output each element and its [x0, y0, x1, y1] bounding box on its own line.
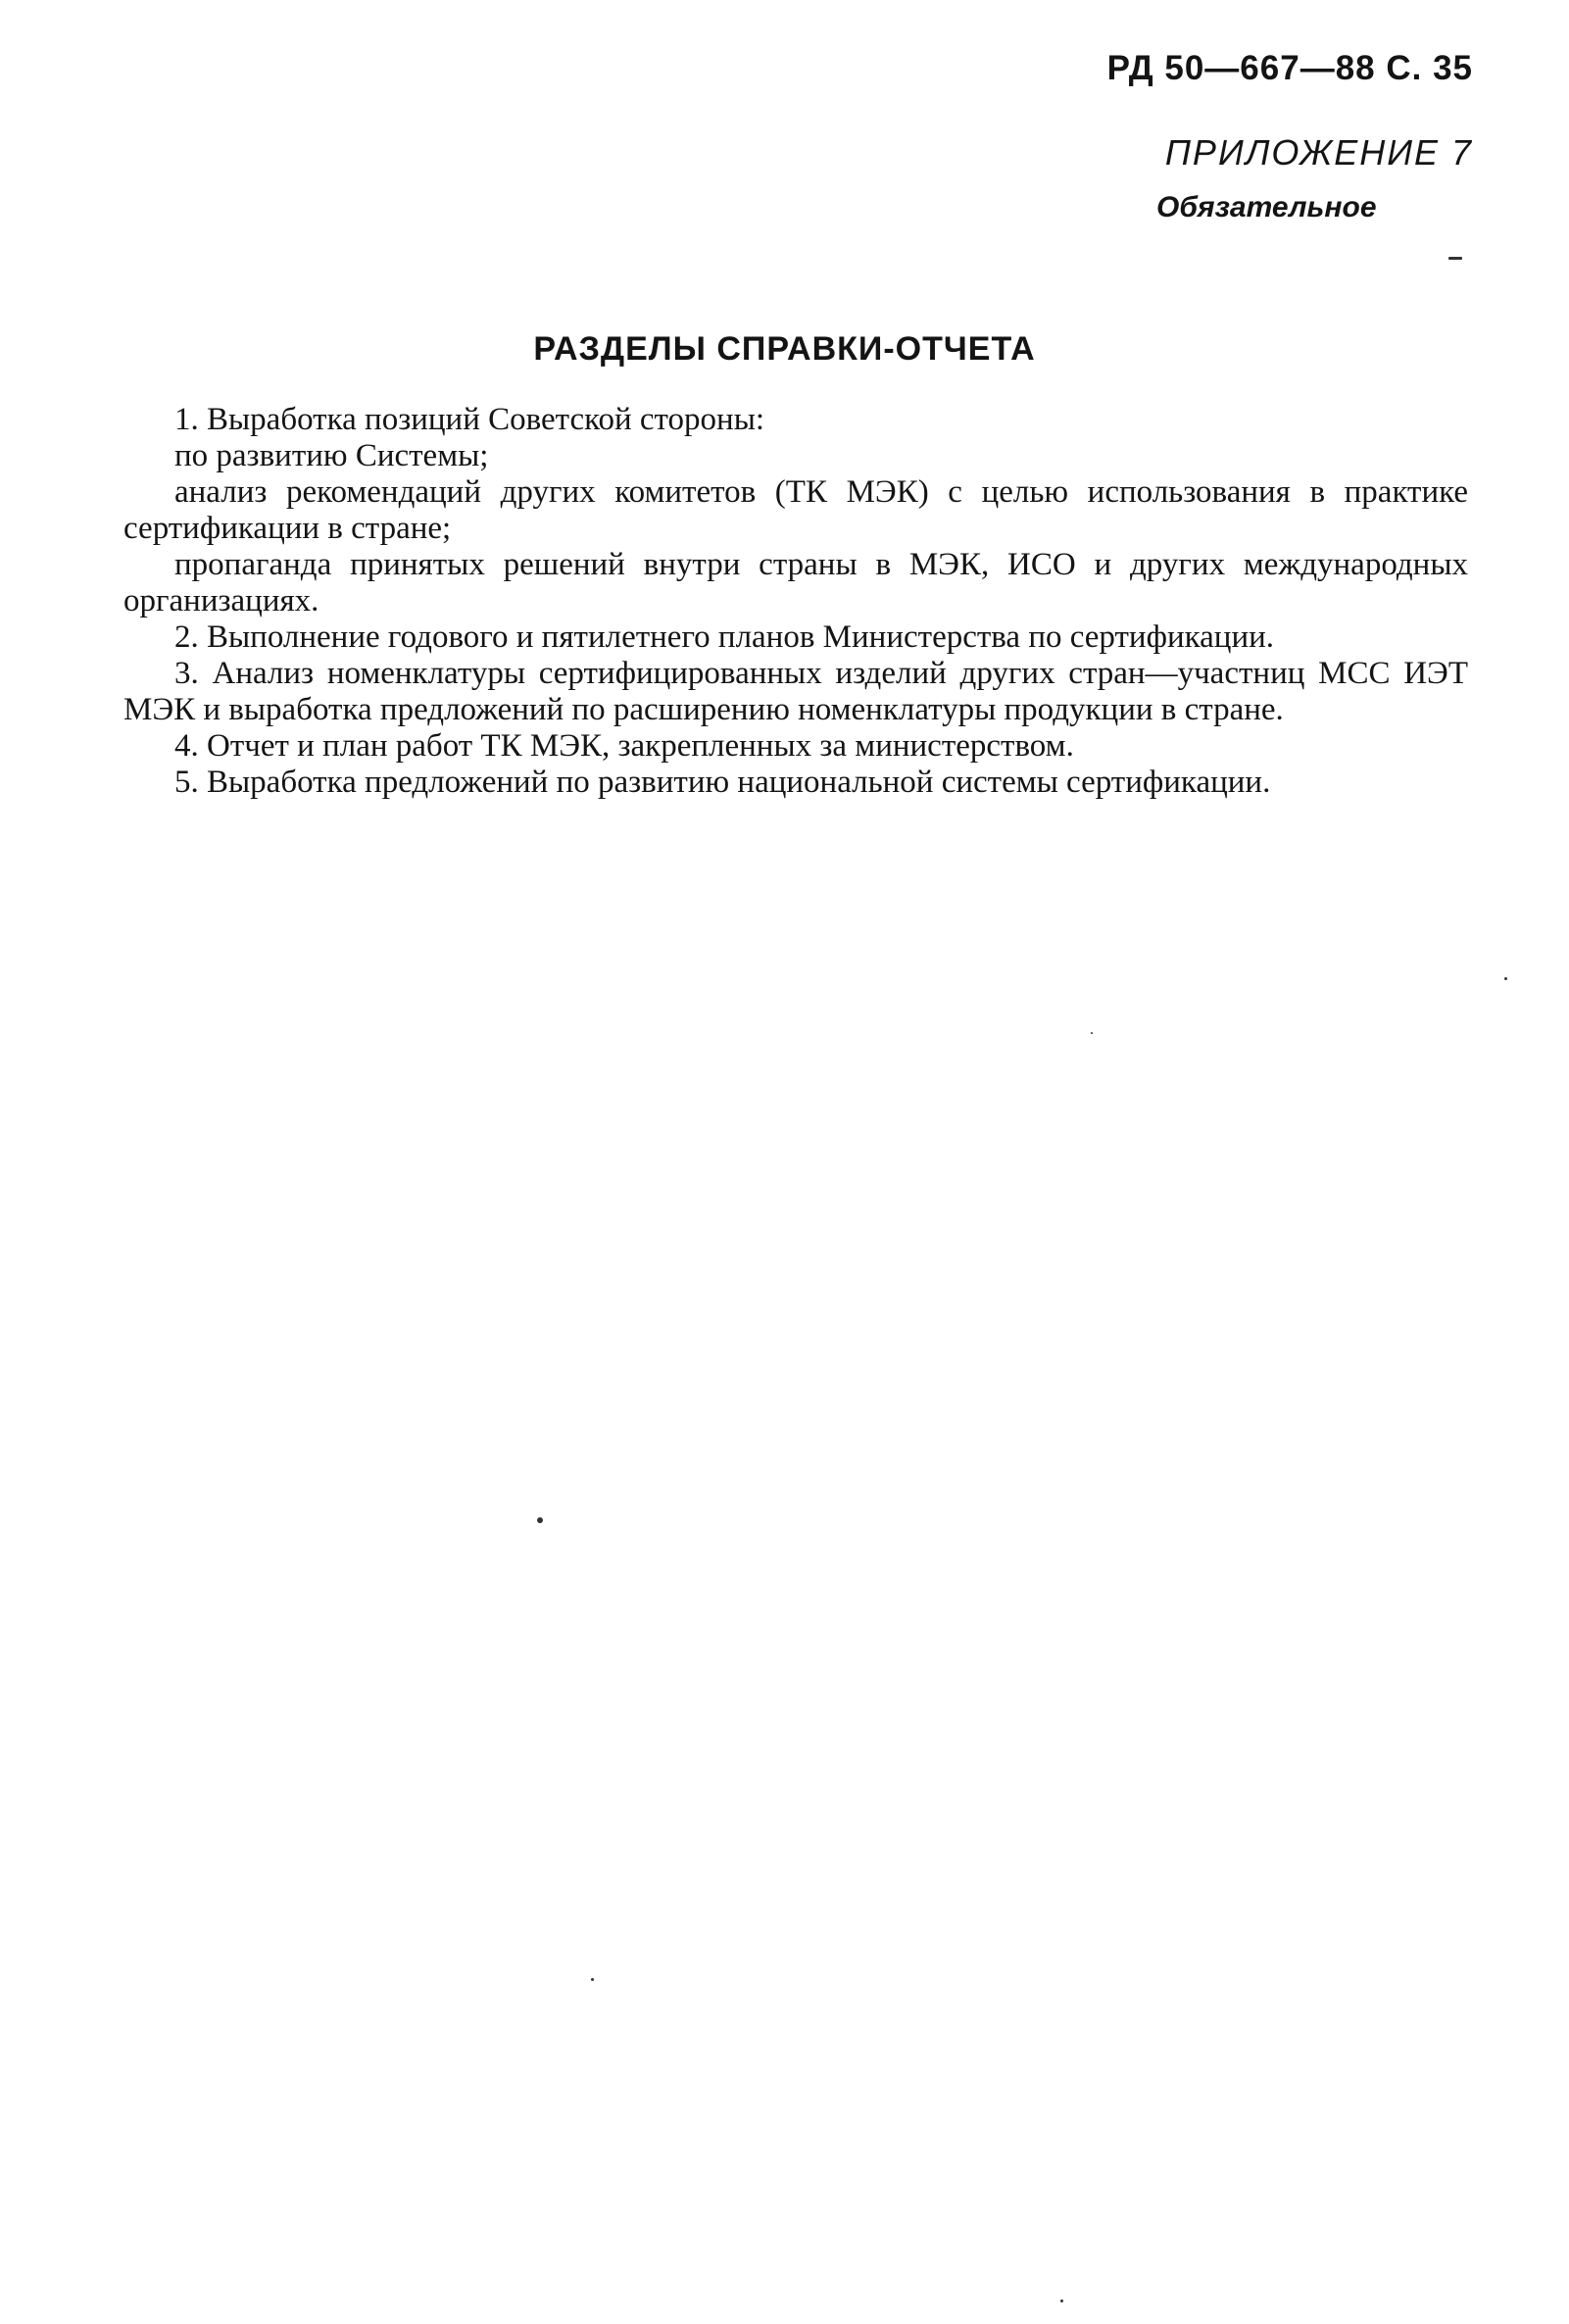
- scan-speck: [537, 1517, 543, 1523]
- section-title: РАЗДЕЛЫ СПРАВКИ-ОТЧЕТА: [533, 330, 1036, 368]
- document-code-header: РД 50—667—88 С. 35: [1106, 49, 1473, 87]
- appendix-status: Обязательное: [1156, 191, 1377, 223]
- scan-speck: [591, 1978, 594, 1981]
- document-body: [123, 402, 1468, 801]
- appendix-title: ПРИЛОЖЕНИЕ 7: [1164, 132, 1473, 173]
- paragraph-item-1: 1. Выработка позиций Советской стороны:: [174, 402, 765, 437]
- scan-speck: [1091, 1032, 1093, 1034]
- paragraph-subitem-promotion: пропаганда принятых решений внутри страны в МЭК, ИСО и других международных организациях.: [123, 547, 1468, 618]
- paragraph-item-4: 4. Отчет и план работ ТК МЭК, закрепленных за министерством.: [174, 728, 1074, 764]
- paragraph-subitem-analysis: анализ рекомендаций других комитетов (ТК МЭК) с целью использования в практике сертификации в стране;: [123, 474, 1468, 546]
- paragraph-item-5: 5. Выработка предложений по развитию национальной системы сертификации.: [174, 765, 1271, 800]
- scan-speck: [1504, 977, 1507, 980]
- scan-speck: [1060, 2299, 1063, 2302]
- paragraph-item-3: 3. Анализ номенклатуры сертифицированных изделий других стран—участниц МСС ИЭТ МЭК и выработка предложений по расширению номенклатуры продукции в стране.: [123, 656, 1468, 727]
- paragraph-subitem-development: по развитию Системы;: [174, 438, 489, 473]
- scan-speck: [1448, 257, 1462, 260]
- paragraph-item-2: 2. Выполнение годового и пятилетнего планов Министерства по сертификации.: [174, 619, 1275, 655]
